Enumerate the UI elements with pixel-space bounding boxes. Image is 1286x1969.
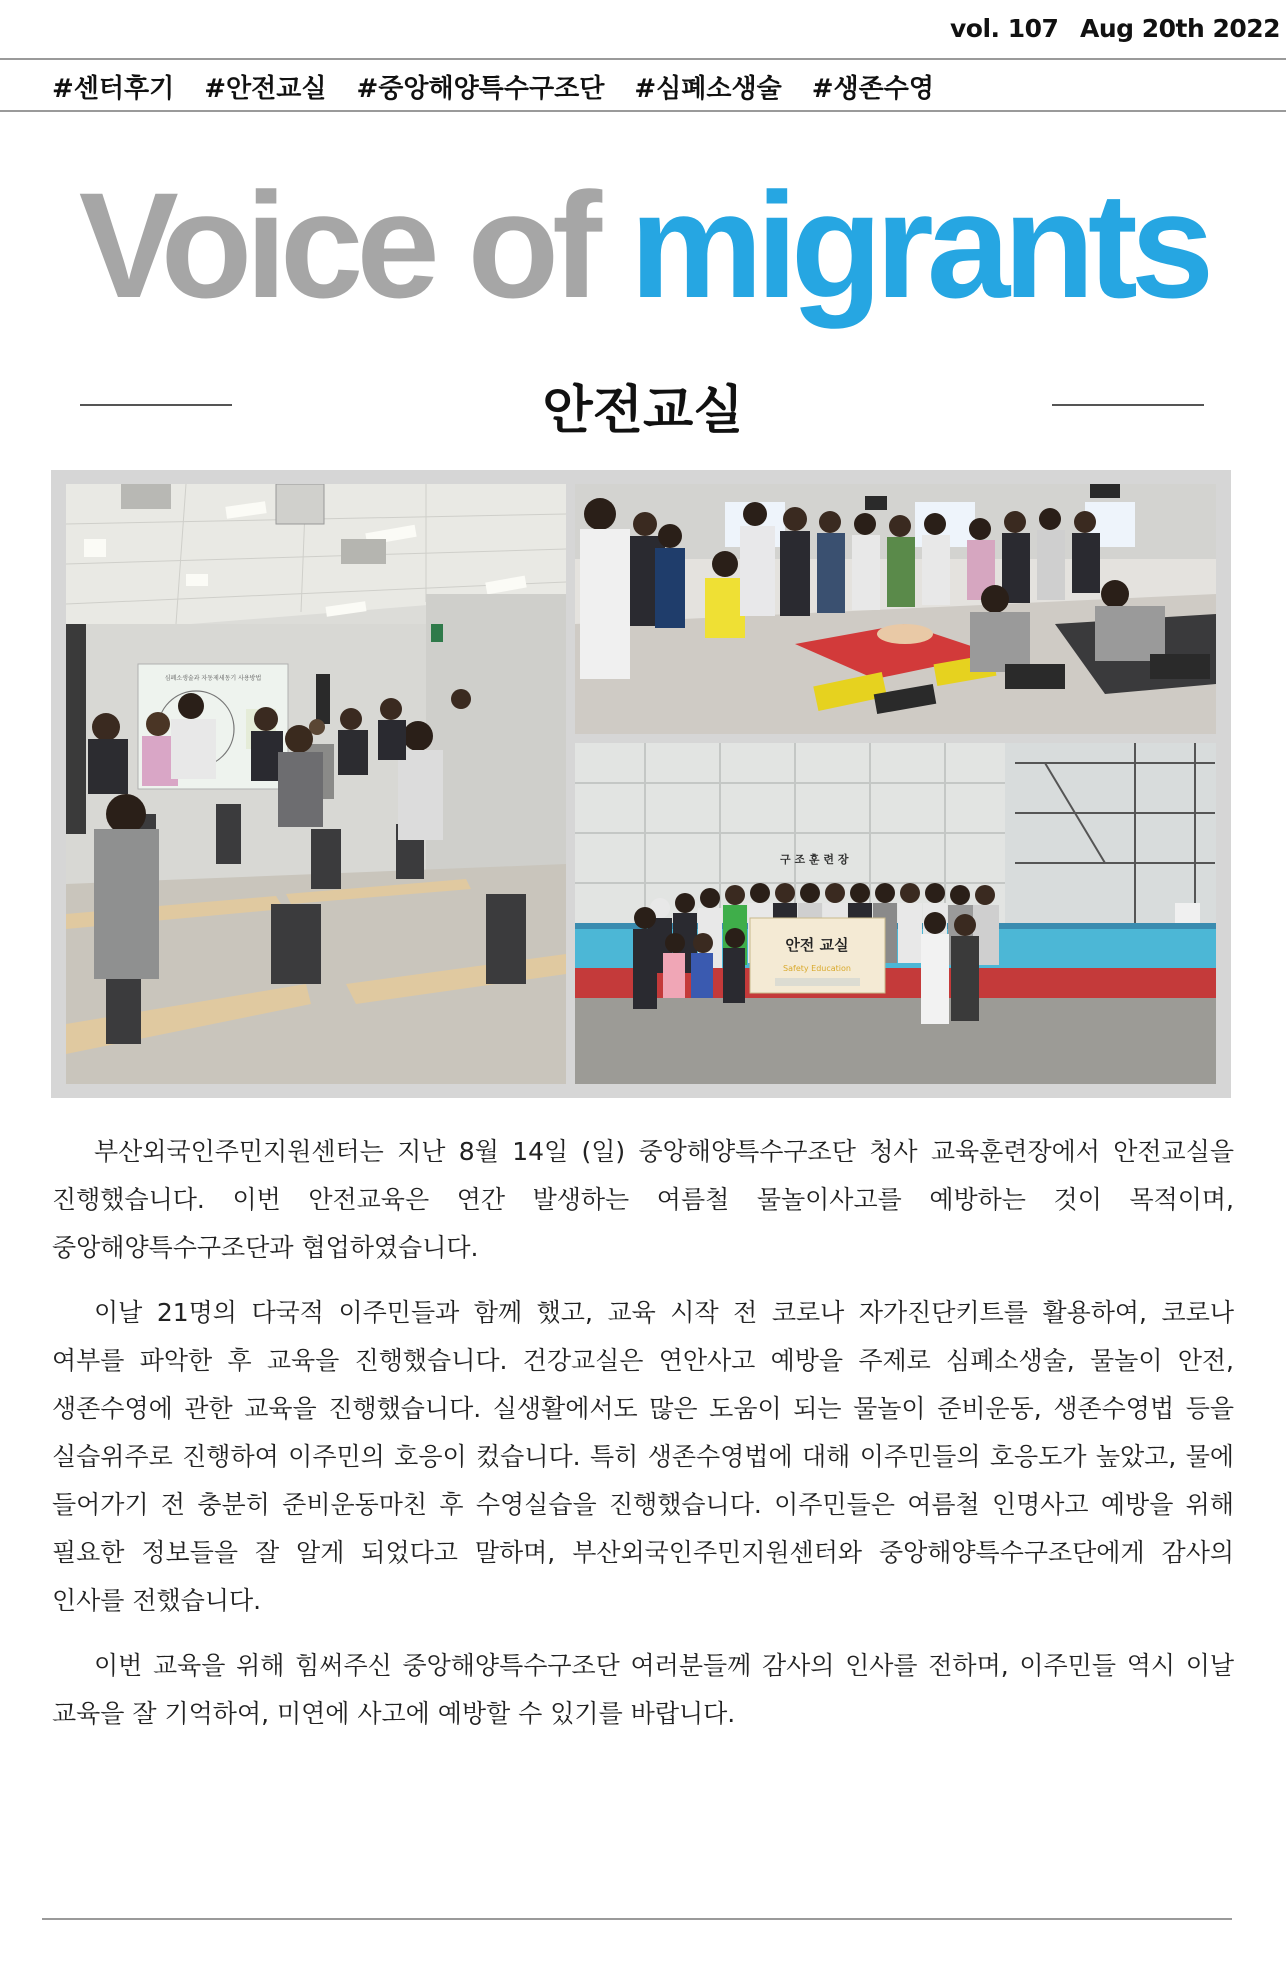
wall-sign: 구 조 훈 련 장 — [780, 853, 849, 866]
section-title: 안전교실 — [542, 381, 744, 441]
article-paragraph: 이번 교육을 위해 힘써주신 중앙해양특수구조단 여러분들께 감사의 인사를 전하며, 이주민들 역시 이날 교육을 잘 기억하여, 미연에 사고에 예방할 수 있기를 바랍니다. — [52, 1651, 1234, 1728]
hashtag: #안전교실 — [204, 73, 327, 104]
header-divider-bottom — [0, 110, 1286, 112]
article-body — [52, 1128, 1234, 1755]
header-divider-top — [0, 58, 1286, 60]
article-paragraph: 부산외국인주민지원센터는 지난 8월 14일 (일) 중앙해양특수구조단 청사 교육훈련장에서 안전교실을 진행했습니다. 이번 안전교육은 연간 발생하는 여름철 물놀이사고를 예방하는 것이 목적이며, 중앙해양특수구조단과 협업하였습니다. — [52, 1137, 1234, 1262]
issue-date: Aug 20th 2022 — [1080, 14, 1281, 43]
cpr-practice-photo — [575, 484, 1216, 734]
hashtag: #중앙해양특수구조단 — [356, 73, 605, 104]
hashtag: #심폐소생술 — [634, 73, 782, 104]
screen-text: 심폐소생술과 자동제세동기 사용방법 — [164, 675, 262, 682]
photo-collage — [51, 470, 1231, 1098]
title-decoration-right — [1052, 404, 1204, 406]
masthead-part2: migrants — [629, 161, 1208, 329]
banner-subtitle: Safety Education — [783, 964, 851, 973]
group-photo — [575, 743, 1216, 1084]
newsletter-header — [0, 0, 1286, 58]
hashtag: #생존수영 — [811, 73, 934, 104]
masthead-logo — [0, 161, 1286, 329]
footer-divider — [42, 1918, 1232, 1920]
banner-title: 안전 교실 — [785, 936, 849, 954]
masthead-part1: Voice of — [78, 161, 630, 329]
article-paragraph: 이날 21명의 다국적 이주민들과 함께 했고, 교육 시작 전 코로나 자가진단키트를 활용하여, 코로나 여부를 파악한 후 교육을 진행했습니다. 건강교실은 연안사고 예방을 주제로 심폐소생술, 물놀이 안전, 생존수영에 관한 교육을 진행했습니다. 실생활에서도 많은 도움이 되는 물놀이 준비운동, 생존수영법 등을 실습위주로 진행하여 이주민의 호응이 컸습니다. 특히 생존수영법에 대해 이주민들의 호응도가 높았고, 물에 들어가기 전 충분히 준비운동마친 후 수영실습을 진행했습니다. 이주민들은 여름철 인명사고 예방을 위해 필요한 정보들을 잘 알게 되었다고 말하며, 부산외국인주민지원센터와 중앙해양특수구조단에게 감사의 인사를 전했습니다. — [52, 1298, 1234, 1615]
volume-number: vol. 107 — [950, 14, 1059, 43]
hashtag-bar — [52, 66, 934, 106]
classroom-lecture-photo — [66, 484, 566, 1084]
hashtag: #센터후기 — [52, 73, 175, 104]
